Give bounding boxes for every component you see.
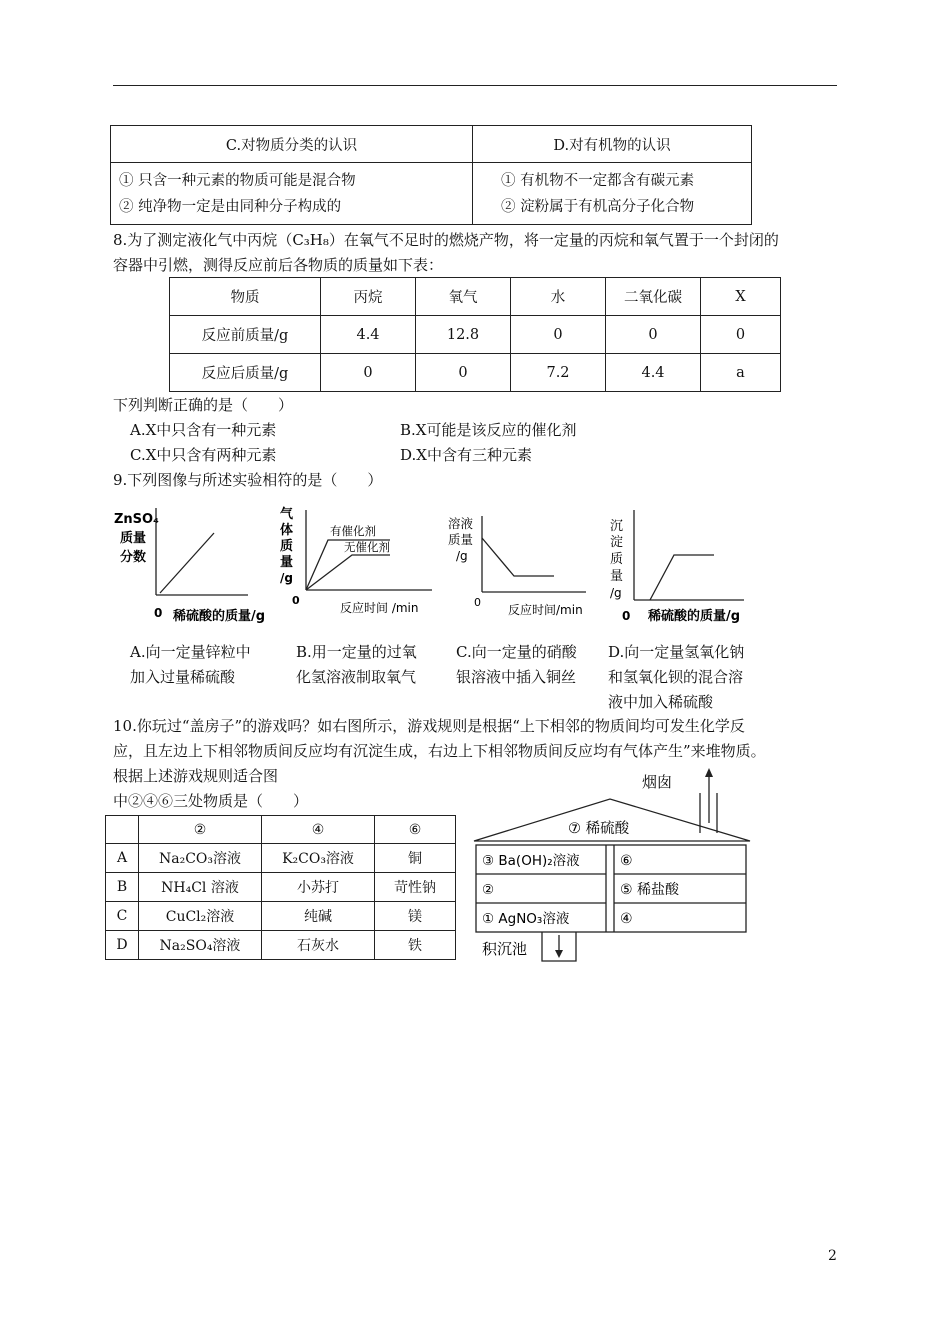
q10-line2: 应，且左边上下相邻物质间反应均有沉淀生成，右边上下相邻物质间反应均有气体产生”来堆物质。	[113, 742, 766, 760]
graph-d-ylabel: 沉	[610, 519, 624, 534]
q8-option-c: C.X中只含有两种元素	[130, 446, 277, 464]
q10-cell: CuCl₂溶液	[139, 902, 262, 931]
q9-caption-line: 液中加入稀硫酸	[608, 693, 714, 711]
q8-cell: 0	[701, 316, 781, 354]
q10-cell: 铜	[375, 844, 456, 873]
q8-option-d: D.X中含有三种元素	[400, 446, 532, 464]
table-row	[106, 873, 456, 902]
graph-c-xlabel: 反应时间/min	[508, 603, 583, 617]
pool-label: 积沉池	[482, 940, 528, 958]
q9-caption-c	[456, 640, 577, 690]
q8-option-b: B.X可能是该反应的催化剂	[400, 421, 577, 439]
q10-cell: Na₂CO₃溶液	[139, 844, 262, 873]
q8-cell: 7.2	[511, 354, 606, 392]
house-left-cell: ① AgNO₃溶液	[482, 911, 570, 927]
table-row	[106, 902, 456, 931]
graph-a-ylabel: 分数	[120, 550, 147, 565]
q10-cell: Na₂SO₄溶液	[139, 931, 262, 960]
graph-d-curve	[650, 555, 714, 600]
chimney-label: 烟囱	[642, 773, 673, 791]
q10-cell: 石灰水	[262, 931, 375, 960]
q8-cell: 4.4	[321, 316, 416, 354]
q8-mass-table	[169, 277, 781, 392]
q8-cell: 0	[511, 316, 606, 354]
house-right-cell: ④	[620, 911, 633, 927]
table-row	[106, 844, 456, 873]
q8-cell: a	[701, 354, 781, 392]
graph-b-legend2: 无催化剂	[344, 540, 390, 554]
graph-a-ylabel: ZnSO₄	[114, 512, 159, 527]
q10-header-cell: ⑥	[375, 816, 456, 844]
graph-d-xlabel: 稀硫酸的质量/g	[648, 609, 741, 624]
q10-line3: 根据上述游戏规则适合图	[113, 767, 279, 785]
q8-header-cell: 丙烷	[321, 278, 416, 316]
q8-stem-line2: 容器中引燃，测得反应前后各物质的质量如下表：	[113, 256, 444, 274]
q8-stem-line1: 8.为了测定液化气中丙烷（C₃H₈）在氧气不足时的燃烧产物，将一定量的丙烷和氧气置于一个封闭的	[113, 231, 779, 249]
graph-b-ylabel: /g	[280, 571, 293, 585]
chimney-arrowhead	[705, 768, 713, 777]
graph-b-ylabel: 质	[280, 539, 294, 554]
graph-d-ylabel: 淀	[610, 535, 624, 550]
graph-d	[604, 500, 774, 630]
q9-caption-d	[608, 640, 744, 715]
graph-a	[110, 500, 275, 630]
q9-caption-line: 化氢溶液制取氧气	[296, 668, 417, 686]
q10-cell: 镁	[375, 902, 456, 931]
graph-c	[446, 500, 606, 630]
q10-cell: A	[106, 844, 139, 873]
house-right-cell: ⑥	[620, 853, 633, 869]
q10-header-cell: ②	[139, 816, 262, 844]
q8-cell: 0	[416, 354, 511, 392]
q9-caption-line: 银溶液中插入铜丝	[456, 668, 577, 686]
q8-header-cell: 二氧化碳	[606, 278, 701, 316]
q10-line1: 10.你玩过“盖房子”的游戏吗？如右图所示，游戏规则是根据“上下相邻的物质间均可发生化学反	[113, 717, 745, 735]
q10-cell: B	[106, 873, 139, 902]
house-left-cell: ③ Ba(OH)₂溶液	[482, 853, 580, 869]
graph-d-origin: 0	[622, 609, 631, 623]
q10-cell: 小苏打	[262, 873, 375, 902]
q10-header-cell	[106, 816, 139, 844]
graph-a-xlabel: 稀硫酸的质量/g	[173, 609, 266, 624]
q7-options-table	[110, 125, 752, 225]
q10-cell: K₂CO₃溶液	[262, 844, 375, 873]
q8-header-cell: 物质	[170, 278, 321, 316]
q9-caption-line: 加入过量稀硫酸	[130, 668, 236, 686]
graph-d-ylabel: 质	[610, 552, 624, 567]
q9-caption-line: C.向一定量的硝酸	[456, 643, 577, 661]
graph-a-ylabel: 质量	[120, 531, 147, 546]
q7-d-item: ① 有机物不一定都含有碳元素	[501, 172, 695, 189]
q7-d-items	[473, 163, 752, 225]
graph-b-xlabel: 反应时间 /min	[340, 601, 419, 615]
q7-c-item: ② 纯净物一定是由同种分子构成的	[119, 198, 342, 215]
graph-d-ylabel: /g	[610, 586, 622, 600]
house-diagram	[468, 765, 760, 965]
q7-d-header: D.对有机物的认识	[473, 126, 752, 163]
graph-b-ylabel: 量	[280, 555, 294, 570]
q10-cell: D	[106, 931, 139, 960]
q7-c-header: C.对物质分类的认识	[111, 126, 473, 163]
q10-cell: NH₄Cl 溶液	[139, 873, 262, 902]
header-rule	[113, 85, 837, 86]
q10-line4: 中②④⑥三处物质是（ ）	[113, 792, 309, 810]
q10-cell: 铁	[375, 931, 456, 960]
q8-header-cell: 氧气	[416, 278, 511, 316]
roof-label: ⑦ 稀硫酸	[568, 821, 630, 837]
q8-header-cell: X	[701, 278, 781, 316]
q9-caption-a	[130, 640, 251, 690]
q7-c-items	[111, 163, 473, 225]
graph-d-ylabel: 量	[610, 569, 624, 584]
table-row	[106, 931, 456, 960]
q9-stem: 9.下列图像与所述实验相符的是（ ）	[113, 471, 383, 489]
q8-option-a: A.X中只含有一种元素	[130, 421, 277, 439]
q8-cell: 反应后质量/g	[170, 354, 321, 392]
graph-b	[272, 500, 442, 630]
graph-c-origin: 0	[474, 596, 481, 609]
q8-cell: 12.8	[416, 316, 511, 354]
graph-b-ylabel: 体	[280, 523, 294, 538]
graph-b-ylabel: 气	[280, 507, 294, 522]
q10-cell: 苛性钠	[375, 873, 456, 902]
q9-caption-line: A.向一定量锌粒中	[130, 643, 251, 661]
q8-cell: 4.4	[606, 354, 701, 392]
page-number: 2	[828, 1248, 837, 1264]
q9-caption-line: D.向一定量氢氧化钠	[608, 643, 745, 661]
q10-options-table	[105, 815, 456, 960]
table-row	[170, 316, 781, 354]
graph-c-ylabel: /g	[456, 549, 468, 563]
q7-d-item: ② 淀粉属于有机高分子化合物	[501, 198, 695, 215]
graph-c-ylabel: 溶液	[448, 516, 474, 531]
q9-caption-b	[296, 640, 417, 690]
house-right-cell: ⑤ 稀盐酸	[620, 882, 680, 898]
graph-c-curve	[482, 538, 554, 576]
q8-question: 下列判断正确的是（ ）	[113, 396, 294, 414]
q10-cell: C	[106, 902, 139, 931]
house-left-cell: ②	[482, 882, 495, 898]
q9-caption-line: 和氢氧化钡的混合溶	[608, 668, 744, 686]
q8-cell: 反应前质量/g	[170, 316, 321, 354]
q8-cell: 0	[321, 354, 416, 392]
q10-cell: 纯碱	[262, 902, 375, 931]
q7-c-item: ① 只含一种元素的物质可能是混合物	[119, 172, 356, 189]
graph-a-origin: 0	[154, 606, 163, 620]
graph-b-origin: 0	[292, 594, 300, 607]
q8-header-cell: 水	[511, 278, 606, 316]
table-row	[170, 354, 781, 392]
pool-arrowhead	[555, 950, 563, 958]
q10-header-cell: ④	[262, 816, 375, 844]
graph-a-curve	[160, 533, 214, 593]
q8-cell: 0	[606, 316, 701, 354]
q9-caption-line: B.用一定量的过氧	[296, 643, 417, 661]
graph-b-legend1: 有催化剂	[330, 524, 376, 538]
graph-c-ylabel: 质量	[448, 532, 474, 547]
